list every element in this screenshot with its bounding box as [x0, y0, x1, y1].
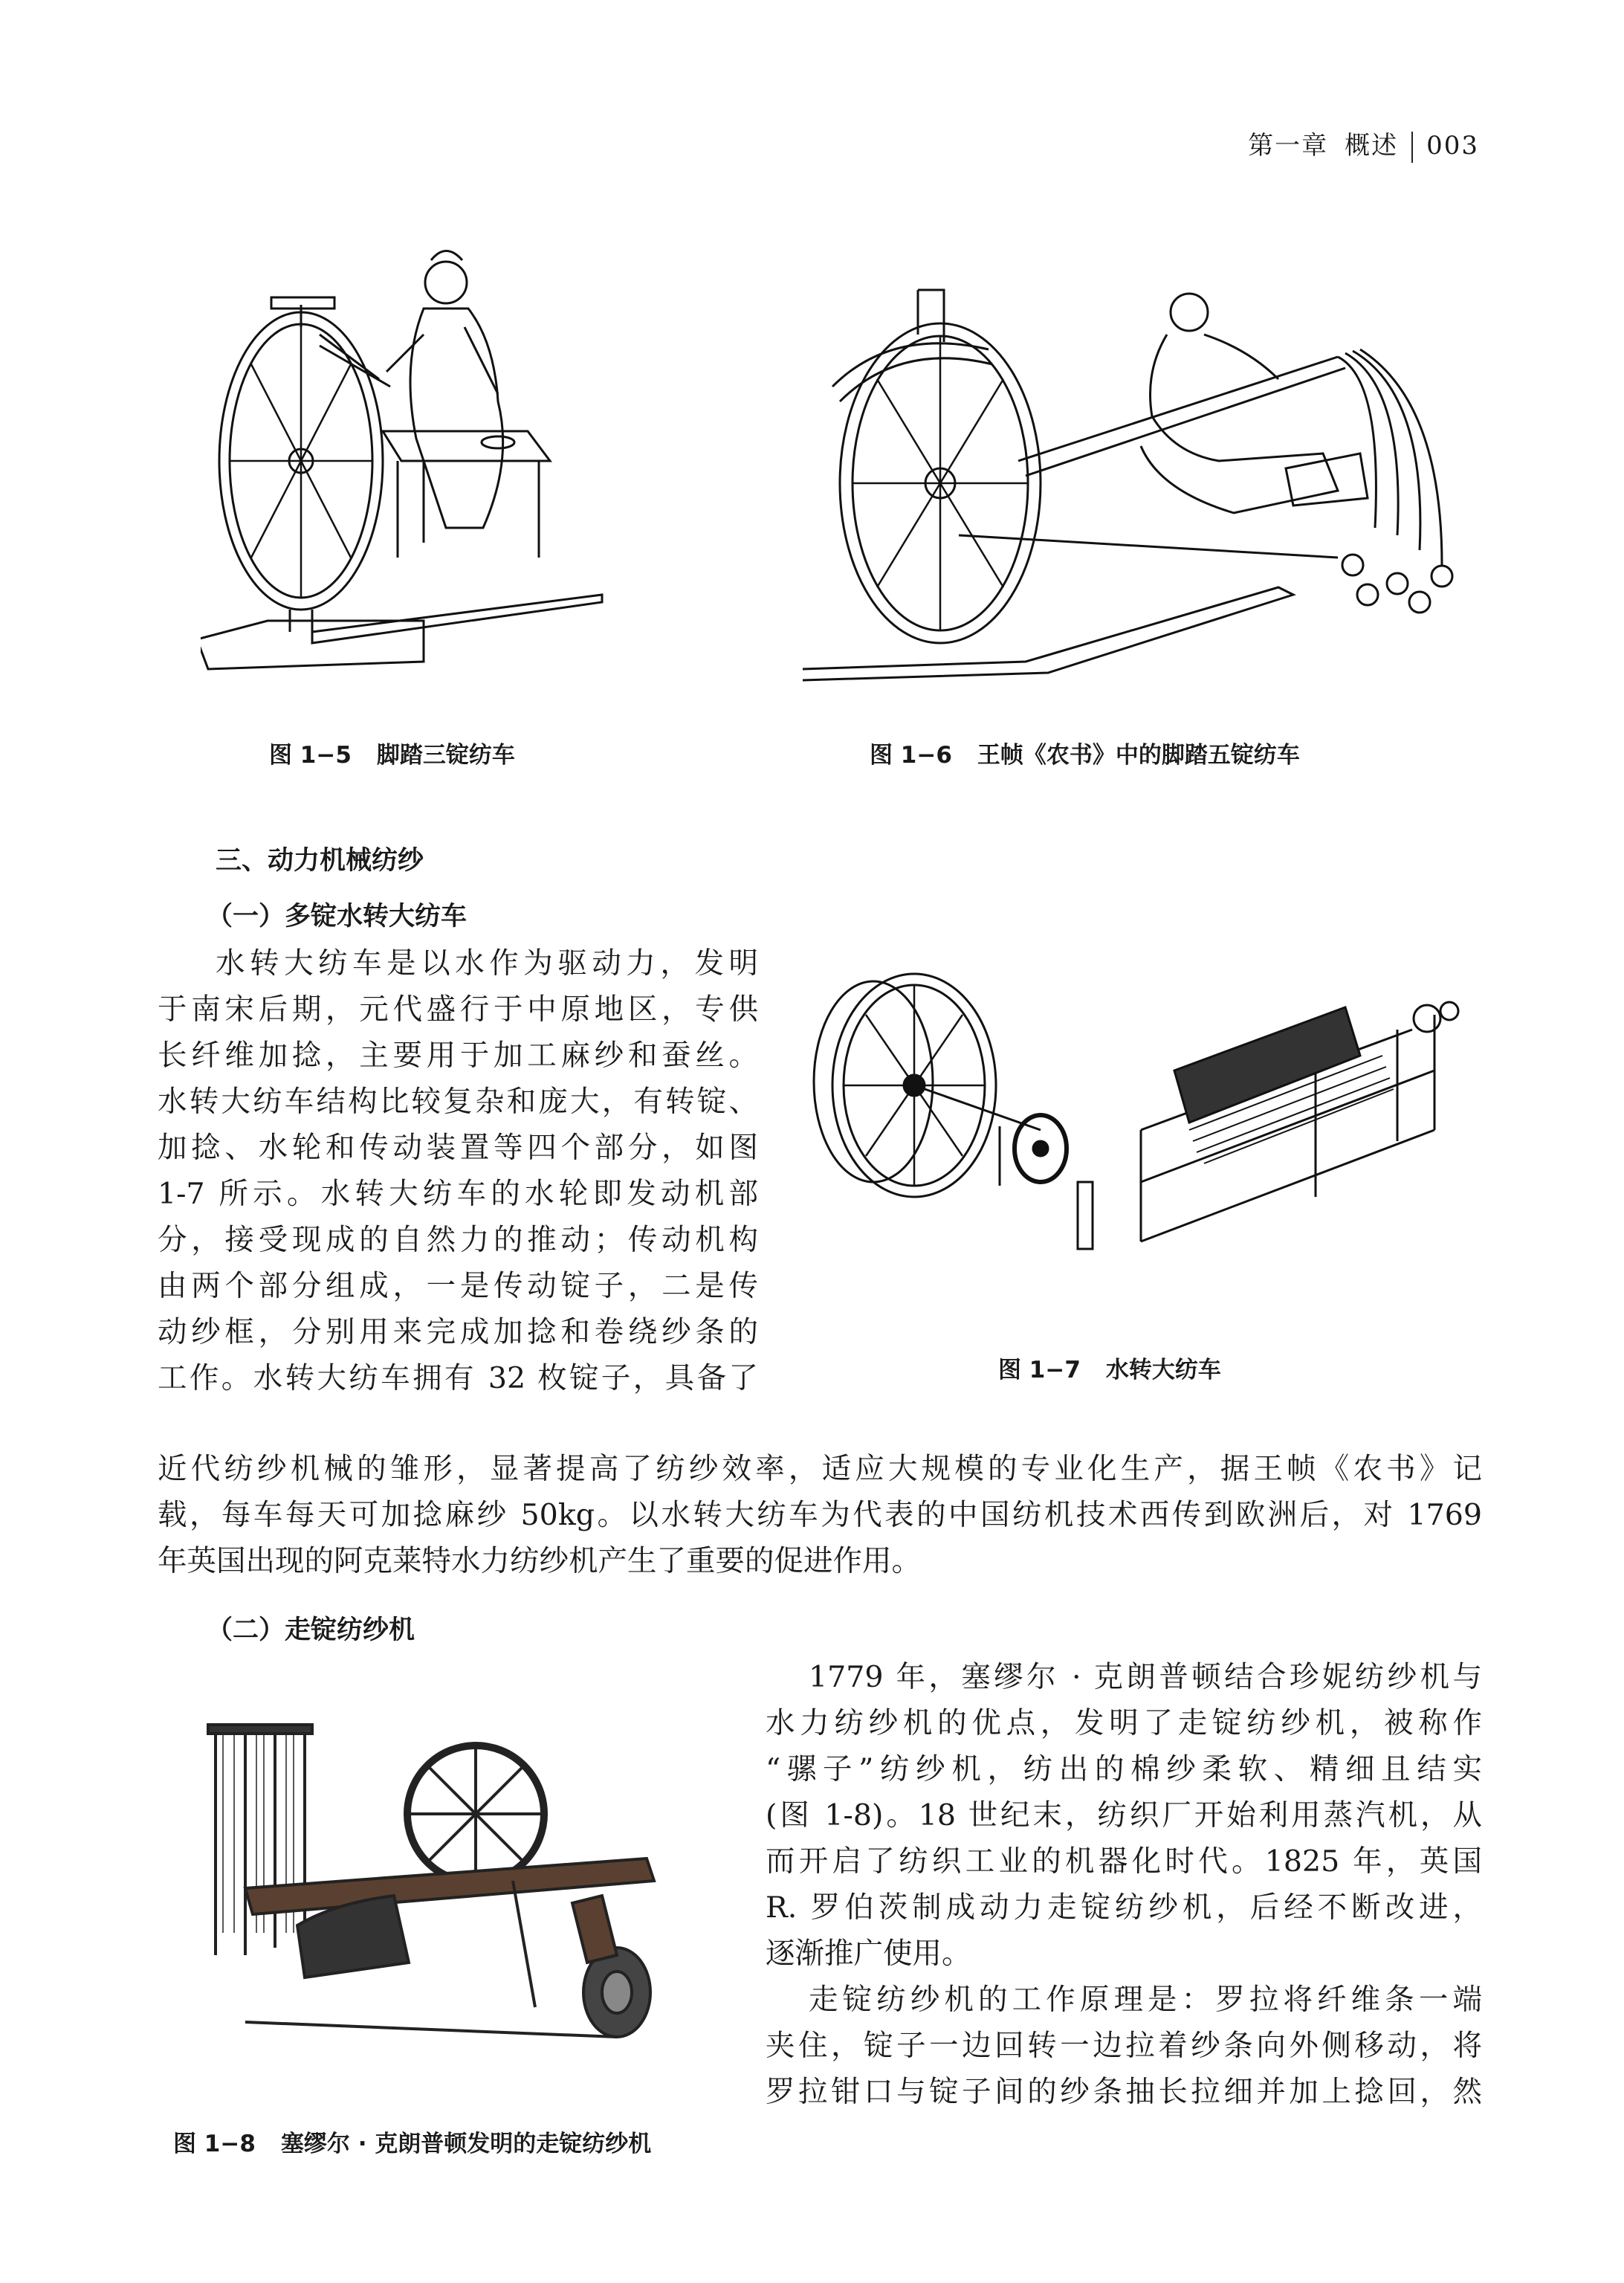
figure-1-5-illustration	[201, 216, 624, 684]
header-divider	[1411, 132, 1413, 163]
running-header	[1248, 125, 1479, 163]
section-heading: 三、动力机械纺纱	[216, 846, 424, 876]
text-line: 逐渐推广使用。	[766, 1937, 971, 1971]
paragraph-mule-spinning	[766, 1654, 1482, 2115]
figure-1-8-photo	[201, 1710, 714, 2044]
text-line: 罗拉钳口与锭子间的纱条抽长拉细并加上捻回，然	[766, 2075, 1482, 2109]
text-line: 加捻、水轮和传动装置等四个部分，如图	[158, 1131, 758, 1165]
text-line: 夹住，锭子一边回转一边拉着纱条向外侧移动，将	[766, 2029, 1482, 2063]
subsection-heading: （二）走锭纺纱机	[207, 1615, 415, 1645]
figure-label: 图 1−7	[998, 1357, 1081, 1383]
text-line: 分，接受现成的自然力的推动；传动机构	[158, 1223, 758, 1257]
text-line: R. 罗伯茨制成动力走锭纺纱机，后经不断改进，	[766, 1890, 1482, 1925]
figure-1-5-caption	[269, 736, 515, 769]
text-line: 1779 年，塞缪尔 · 克朗普顿结合珍妮纺纱机与	[809, 1660, 1482, 1694]
figure-caption-text: 脚踏三锭纺车	[376, 742, 515, 769]
text-line: “骡子”纺纱机，纺出的棉纱柔软、精细且结实	[766, 1752, 1482, 1786]
text-line: 于南宋后期，元代盛行于中原地区，专供	[158, 992, 758, 1027]
figure-1-7-caption	[998, 1351, 1221, 1384]
figure-1-6-illustration	[803, 268, 1457, 691]
text-line: 水转大纺车结构比较复杂和庞大，有转锭、	[158, 1085, 758, 1119]
text-line: (图 1-8)。18 世纪末，纺织厂开始利用蒸汽机，从	[766, 1798, 1482, 1832]
text-line: 水转大纺车是以水作为驱动力，发明	[216, 946, 758, 981]
figure-1-6-caption	[870, 736, 1300, 769]
figure-label: 图 1−6	[870, 742, 952, 769]
figure-1-7-illustration	[803, 959, 1464, 1286]
page-number: 003	[1426, 131, 1479, 161]
figure-label: 图 1−8	[173, 2131, 256, 2157]
figure-caption-text: 塞缪尔 · 克朗普顿发明的走锭纺纱机	[280, 2131, 652, 2157]
figure-label: 图 1−5	[269, 742, 352, 769]
text-line: 载，每车每天可加捻麻纱 50kg。以水转大纺车为代表的中国纺机技术西传到欧洲后，对 1769	[158, 1498, 1482, 1532]
text-line: 年英国出现的阿克莱特水力纺纱机产生了重要的促进作用。	[158, 1544, 921, 1578]
text-line: 水力纺纱机的优点，发明了走锭纺纱机，被称作	[766, 1706, 1482, 1740]
header-chapter: 第一章	[1248, 131, 1329, 161]
text-line: 长纤维加捻，主要用于加工麻纱和蚕丝。	[158, 1039, 758, 1073]
text-line: 1-7 所示。水转大纺车的水轮即发动机部	[158, 1177, 758, 1211]
text-line: 由两个部分组成，一是传动锭子，二是传	[158, 1269, 758, 1303]
paragraph-water-spinning-wheel	[158, 940, 758, 1401]
paragraph-continuation	[158, 1446, 1482, 1584]
subsection-heading: （一）多锭水转大纺车	[207, 902, 468, 931]
text-line: 动纱框，分别用来完成加捻和卷绕纱条的	[158, 1315, 758, 1349]
text-line: 走锭纺纱机的工作原理是：罗拉将纤维条一端	[809, 1983, 1482, 2017]
header-title: 概述	[1345, 131, 1399, 161]
figure-1-8-caption	[173, 2125, 651, 2158]
text-line: 而开启了纺织工业的机器化时代。1825 年，英国	[766, 1844, 1482, 1879]
figure-caption-text: 水转大纺车	[1105, 1357, 1221, 1383]
text-line: 工作。水转大纺车拥有 32 枚锭子，具备了	[158, 1361, 758, 1395]
text-line: 近代纺纱机械的雏形，显著提高了纺纱效率，适应大规模的专业化生产，据王帧《农书》记	[158, 1452, 1482, 1486]
figure-caption-text: 王帧《农书》中的脚踏五锭纺车	[977, 742, 1300, 769]
